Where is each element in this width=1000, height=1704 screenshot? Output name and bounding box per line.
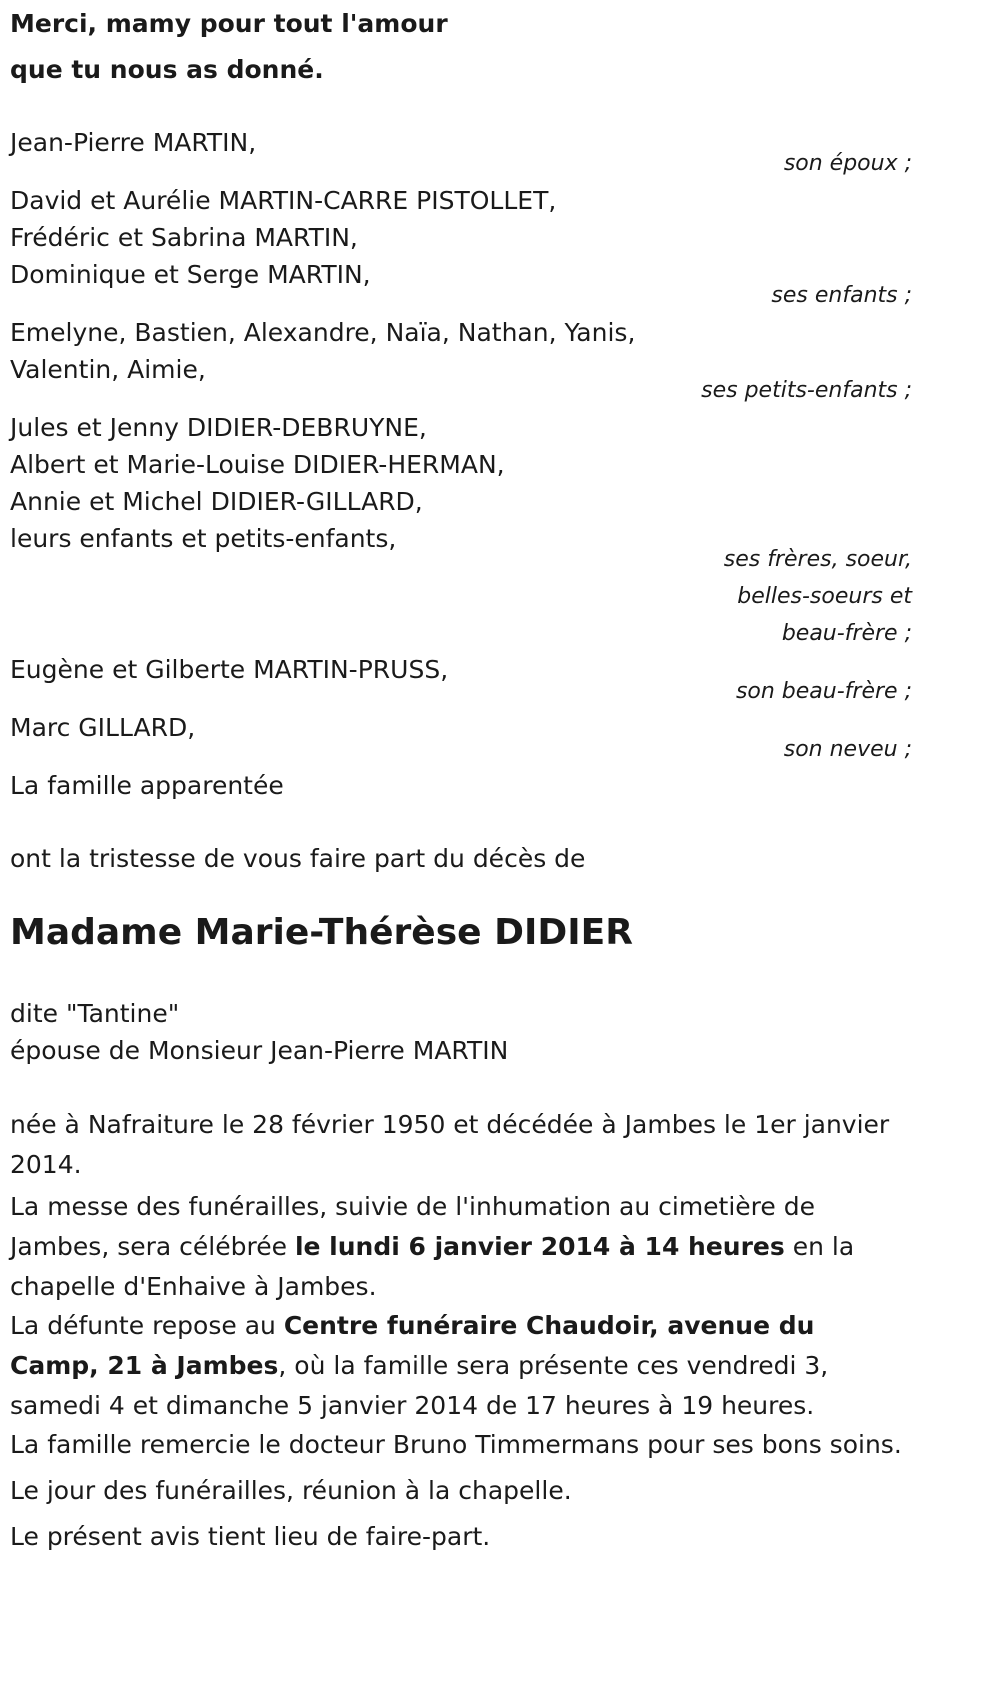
brother-in-law-role: son beau-frère ; bbox=[735, 679, 912, 704]
child-name: Dominique et Serge MARTIN, bbox=[10, 260, 371, 289]
intro-line-2: que tu nous as donné. bbox=[10, 55, 324, 84]
spouse-role: son époux ; bbox=[783, 151, 912, 176]
sibling-name: Albert et Marie-Louise DIDIER-HERMAN, bbox=[10, 450, 505, 479]
resting-place-address: Centre funéraire Chaudoir, avenue du Camp, 21 à Jambes bbox=[10, 1311, 815, 1380]
resting-place-paragraph bbox=[10, 1306, 910, 1426]
siblings-role: belles-soeurs et bbox=[737, 584, 912, 609]
sibling-name: Jules et Jenny DIDIER-DEBRUYNE, bbox=[10, 413, 427, 442]
birth-death-paragraph: née à Nafraiture le 28 février 1950 et décédée à Jambes le 1er janvier 2014. bbox=[10, 1110, 890, 1179]
funeral-mass-date: le lundi 6 janvier 2014 à 14 heures bbox=[294, 1232, 785, 1261]
grandchildren-names: Emelyne, Bastien, Alexandre, Naïa, Nathan, Yanis, bbox=[10, 318, 636, 347]
nephew-name: Marc GILLARD, bbox=[10, 713, 196, 742]
visitation-hours: , où la famille sera présente ces vendredi 3, samedi 4 et dimanche 5 janvier 2014 de 17 heures à 19 heures. bbox=[10, 1351, 829, 1420]
child-name: Frédéric et Sabrina MARTIN, bbox=[10, 223, 358, 252]
relatives-line: La famille apparentée bbox=[10, 771, 284, 800]
funeral-mass-text: La messe des funérailles, suivie de l'inhumation au cimetière de Jambes, sera célébrée bbox=[10, 1192, 815, 1261]
deceased-nickname: dite "Tantine" bbox=[10, 999, 180, 1028]
brother-in-law-name: Eugène et Gilberte MARTIN-PRUSS, bbox=[10, 655, 449, 684]
nephew-role: son neveu ; bbox=[783, 737, 912, 762]
children-role: ses enfants ; bbox=[771, 283, 912, 308]
notice-paragraph: Le présent avis tient lieu de faire-part. bbox=[10, 1522, 491, 1551]
deceased-spouse-line: épouse de Monsieur Jean-Pierre MARTIN bbox=[10, 1036, 509, 1065]
funeral-mass-location: en la chapelle d'Enhaive à Jambes. bbox=[10, 1232, 855, 1301]
child-name: David et Aurélie MARTIN-CARRE PISTOLLET, bbox=[10, 186, 557, 215]
announcement-line: ont la tristesse de vous faire part du décès de bbox=[10, 844, 586, 873]
resting-place-text: La défunte repose au bbox=[10, 1311, 284, 1340]
funeral-mass-paragraph bbox=[10, 1187, 910, 1307]
intro-line-1: Merci, mamy pour tout l'amour bbox=[10, 9, 448, 38]
siblings-role: beau-frère ; bbox=[781, 621, 912, 646]
grandchildren-names: Valentin, Aimie, bbox=[10, 355, 206, 384]
deceased-name: Madame Marie-Thérèse DIDIER bbox=[10, 912, 633, 953]
grandchildren-role: ses petits-enfants ; bbox=[701, 378, 912, 403]
thanks-paragraph: La famille remercie le docteur Bruno Timmermans pour ses bons soins. bbox=[10, 1430, 902, 1459]
meeting-paragraph: Le jour des funérailles, réunion à la chapelle. bbox=[10, 1476, 572, 1505]
sibling-name: leurs enfants et petits-enfants, bbox=[10, 524, 397, 553]
sibling-name: Annie et Michel DIDIER-GILLARD, bbox=[10, 487, 423, 516]
siblings-role: ses frères, soeur, bbox=[723, 547, 912, 572]
spouse-name: Jean-Pierre MARTIN, bbox=[10, 128, 257, 157]
